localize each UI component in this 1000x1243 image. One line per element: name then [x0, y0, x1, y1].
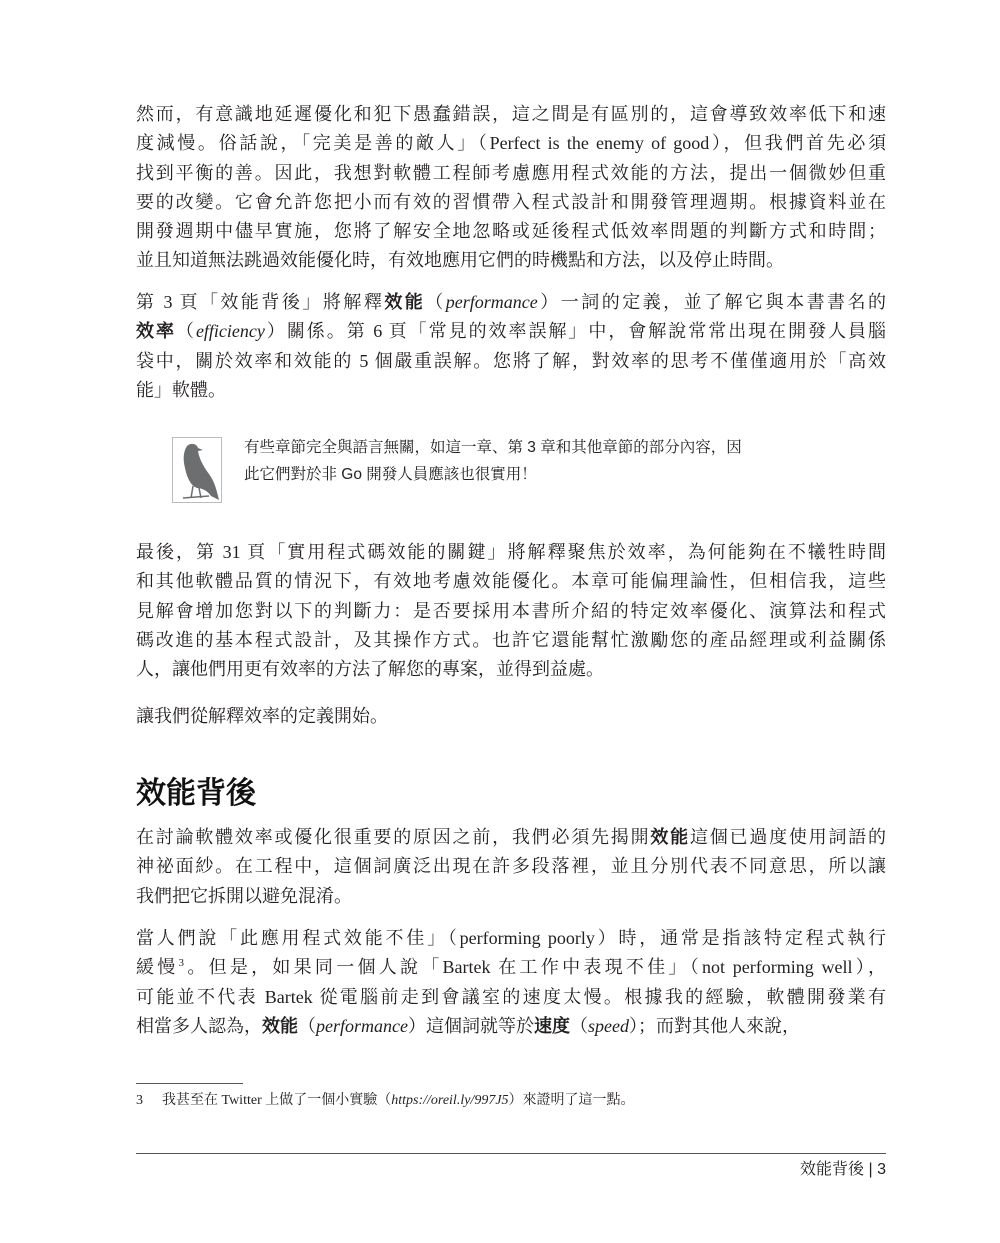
text-run: 度減慢。俗話說，「完美是善的敵人」（Perfect is the enemy of good），但我們首先必須 — [136, 133, 886, 154]
text-line — [136, 217, 886, 246]
text-line — [136, 317, 886, 346]
emphasis-text: performance — [445, 292, 538, 312]
emphasis-text: efficiency — [195, 321, 265, 342]
footnote-link[interactable]: https://oreil.ly/997J5 — [391, 1093, 509, 1108]
text-run: （ — [175, 321, 196, 342]
text-line — [136, 852, 886, 881]
text-line — [136, 246, 886, 275]
paragraph-transition — [136, 702, 886, 731]
text-run: 袋中，關於效率和效能的 5 個嚴重誤解。您將了解，對效率的思考不僅僅適用於「高效 — [136, 350, 886, 371]
text-run: 這個已過度使用詞語的 — [689, 827, 887, 847]
note-text-line: 此它們對於非 Go 開發人員應該也很實用！ — [244, 466, 537, 483]
emphasis-text: 速度 — [533, 1015, 570, 1036]
emphasis-text: 效能 — [384, 292, 426, 312]
paragraph-performance-meaning — [136, 924, 886, 1041]
text-run: 相當多人認為， — [136, 1015, 262, 1036]
page-number: 3 — [877, 1161, 886, 1178]
text-line — [136, 626, 886, 655]
emphasis-text: 效率 — [136, 321, 176, 342]
text-line — [136, 702, 886, 731]
text-line — [136, 538, 886, 567]
text-run: 然而，有意識地延遲優化和犯下愚蠢錯誤，這之間是有區別的，這會導致效率低下和速 — [136, 104, 886, 124]
text-run: ）這個詞就等於 — [407, 1015, 534, 1036]
text-run: 神祕面紗。在工程中，這個詞廣泛出現在許多段落裡，並且分別代表不同意思，所以讓 — [136, 856, 886, 877]
text-run: 並且知道無法跳過效能優化時，有效地應用它們的時機點和方法，以及停止時間。 — [136, 250, 784, 271]
footnote-divider — [136, 1083, 243, 1084]
text-line — [136, 288, 886, 317]
text-line — [136, 823, 886, 852]
text-run: 在討論軟體效率或優化很重要的原因之前，我們必須先揭開 — [136, 827, 651, 847]
paragraph-chapter-overview — [136, 288, 886, 405]
emphasis-text: 效能 — [650, 827, 690, 847]
text-run: 要的改變。它會允許您把小而有效的習慣帶入程式設計和開發管理週期。根據資料並在 — [136, 191, 886, 212]
text-run: （ — [298, 1015, 316, 1036]
text-line — [136, 1012, 886, 1041]
text-run: 人，讓他們用更有效率的方法了解您的專案，並得到益處。 — [136, 659, 604, 680]
text-run: 見解會增加您對以下的判斷力：是否要採用本書所介紹的特定效率優化、演算法和程式 — [136, 600, 886, 621]
emphasis-text: speed — [587, 1015, 629, 1036]
footnote — [136, 1091, 635, 1111]
text-run: 。但是，如果同一個人說「Bartek 在工作中表現不佳」（not performing well）， — [184, 957, 886, 978]
note-text-line: 有些章節完全與語言無關，如這一章、第 3 章和其他章節的部分內容，因 — [244, 439, 742, 456]
text-line — [136, 655, 886, 684]
text-run: 能」軟體。 — [136, 379, 226, 400]
text-run: 找到平衡的善。因此，我想對軟體工程師考慮應用程式效能的方法，提出一個微妙但重 — [136, 162, 886, 183]
text-line — [136, 159, 886, 188]
text-line — [136, 376, 886, 405]
footer-section-title: 效能背後 — [800, 1161, 865, 1178]
footer-separator: | — [868, 1161, 873, 1178]
text-run: 碼改進的基本程式設計，及其操作方式。也許它還能幫忙激勵您的產品經理或利益關係 — [136, 629, 886, 650]
text-line — [136, 597, 886, 626]
text-run: （ — [569, 1015, 588, 1036]
text-run: 第 3 頁「效能背後」將解釋 — [136, 292, 385, 312]
text-line — [136, 100, 886, 129]
text-line — [136, 567, 886, 596]
text-run: 讓我們從解釋效率的定義開始。 — [136, 706, 388, 726]
footnote-number: 3 — [136, 1093, 143, 1108]
text-line — [136, 129, 886, 158]
text-run: 緩慢 — [136, 957, 179, 978]
footnote-text-end: ）來證明了這一點。 — [508, 1093, 635, 1108]
text-run: 當人們說「此應用程式效能不佳」（performing poorly）時，通常是指該特定程式執行 — [136, 928, 886, 948]
text-run: 可能並不代表 Bartek 從電腦前走到會議室的速度太慢。根據我的經驗，軟體開發業有 — [136, 986, 886, 1007]
text-run: ）；而對其他人來說， — [628, 1015, 800, 1036]
text-run: 和其他軟體品質的情況下，有效地考慮效能優化。本章可能偏理論性，但相信我，這些 — [136, 571, 886, 592]
text-run: ）關係。第 6 頁「常見的效率誤解」中，會解說常常出現在開發人員腦 — [264, 321, 887, 342]
text-run: 最後，第 31 頁「實用程式碼效能的關鍵」將解釋聚焦於效率，為何能夠在不犧牲時間 — [136, 542, 886, 562]
text-run: ）一詞的定義，並了解它與本書書名的 — [537, 292, 887, 312]
footnote-text: 我甚至在 Twitter 上做了一個小實驗（ — [162, 1093, 392, 1108]
footnote-reference[interactable]: 3 — [178, 957, 185, 970]
paragraph-practical-keys — [136, 538, 886, 684]
text-line — [136, 188, 886, 217]
text-run: 開發週期中儘早實施，您將了解安全地忽略或延後程式低效率問題的判斷方式和時間； — [136, 221, 886, 242]
emphasis-text: 效能 — [262, 1015, 298, 1036]
crow-icon — [172, 437, 222, 503]
emphasis-text: performance — [316, 1015, 408, 1036]
note-callout — [172, 434, 872, 506]
section-heading: 效能背後 — [136, 777, 256, 810]
page-footer — [800, 1159, 886, 1181]
text-line — [136, 347, 886, 376]
text-line — [136, 882, 886, 911]
paragraph-intro-balance — [136, 100, 886, 276]
footer-divider — [136, 1153, 886, 1154]
text-line — [136, 983, 886, 1012]
paragraph-performance-ambiguity — [136, 823, 886, 911]
text-line — [136, 924, 886, 953]
text-line — [136, 953, 886, 982]
text-run: （ — [425, 292, 446, 312]
text-run: 我們把它拆開以避免混淆。 — [136, 885, 352, 906]
